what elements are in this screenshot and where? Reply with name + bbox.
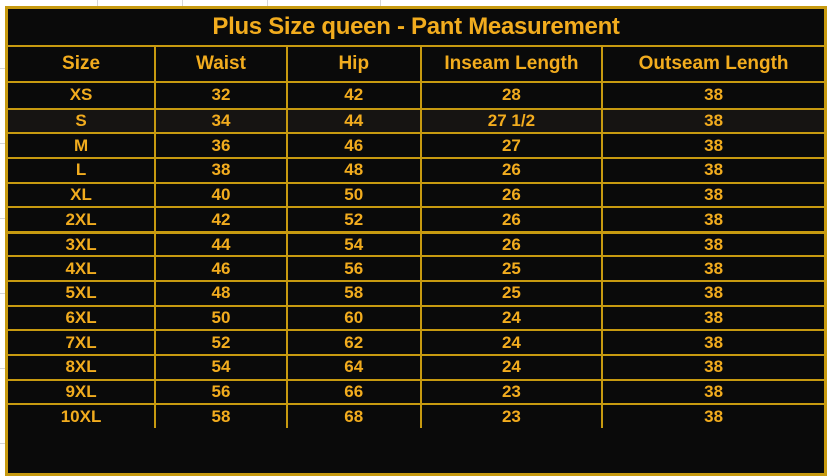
value-cell: 26 — [420, 184, 602, 207]
value-cell: 26 — [420, 234, 602, 256]
table-row-3xl — [8, 231, 824, 256]
size-cell: XL — [70, 184, 92, 204]
table-body — [8, 83, 824, 428]
table-row-5xl — [8, 280, 824, 305]
size-cell: S — [75, 110, 87, 130]
value-cell: 42 — [154, 208, 286, 231]
value-cell: 46 — [286, 134, 420, 157]
table-row-10xl — [8, 403, 824, 428]
value-cell: 27 — [420, 134, 602, 157]
value-cell: 38 — [601, 184, 824, 207]
value-cell: 64 — [286, 356, 420, 379]
value-cell: 56 — [154, 381, 286, 404]
value-cell: 24 — [420, 356, 602, 379]
value-cell: 23 — [420, 405, 602, 428]
table-row-xl — [8, 182, 824, 207]
size-cell: 3XL — [65, 234, 97, 254]
value-cell: 66 — [286, 381, 420, 404]
value-cell: 26 — [420, 159, 602, 182]
column-header-inseam-length: Inseam Length — [420, 47, 602, 81]
value-cell: 68 — [286, 405, 420, 428]
table-row-m — [8, 132, 824, 157]
size-cell: 9XL — [65, 382, 97, 401]
table-row-8xl — [8, 354, 824, 379]
value-cell: 52 — [286, 208, 420, 231]
value-cell: 38 — [601, 234, 824, 256]
value-cell: 24 — [420, 331, 602, 354]
value-cell: 48 — [286, 159, 420, 182]
pant-measurement-table — [5, 6, 827, 476]
value-cell: 27 1/2 — [420, 110, 602, 133]
table-row-s — [8, 108, 824, 133]
value-cell: 58 — [154, 405, 286, 428]
value-cell: 38 — [601, 282, 824, 305]
value-cell: 34 — [154, 110, 286, 133]
size-cell: 6XL — [65, 308, 97, 328]
value-cell: 38 — [601, 405, 824, 428]
value-cell: 38 — [154, 159, 286, 182]
column-header-waist: Waist — [154, 47, 286, 81]
size-cell: 5XL — [65, 283, 97, 303]
table-title: Plus Size queen - Pant Measurement — [8, 9, 824, 47]
value-cell: 38 — [601, 83, 824, 108]
table-row-7xl — [8, 329, 824, 354]
value-cell: 36 — [154, 134, 286, 157]
value-cell: 62 — [286, 331, 420, 354]
value-cell: 32 — [154, 83, 286, 108]
value-cell: 56 — [286, 257, 420, 280]
size-cell: 4XL — [65, 258, 97, 278]
value-cell: 38 — [601, 134, 824, 157]
table-header-row — [8, 47, 824, 83]
size-cell: 2XL — [65, 209, 97, 229]
value-cell: 38 — [601, 331, 824, 354]
value-cell: 44 — [286, 110, 420, 133]
table-row-l — [8, 157, 824, 182]
value-cell: 48 — [154, 282, 286, 305]
value-cell: 25 — [420, 282, 602, 305]
value-cell: 46 — [154, 257, 286, 280]
column-header-size: Size — [62, 53, 101, 74]
table-row-6xl — [8, 305, 824, 330]
value-cell: 52 — [154, 331, 286, 354]
value-cell: 50 — [154, 307, 286, 330]
value-cell: 54 — [154, 356, 286, 379]
value-cell: 38 — [601, 208, 824, 231]
value-cell: 60 — [286, 307, 420, 330]
table-row-xs — [8, 83, 824, 108]
size-cell: L — [75, 160, 87, 180]
value-cell: 38 — [601, 307, 824, 330]
size-cell: 10XL — [60, 406, 102, 426]
value-cell: 40 — [154, 184, 286, 207]
table-row-9xl — [8, 379, 824, 404]
value-cell: 26 — [420, 208, 602, 231]
size-cell: M — [73, 135, 89, 155]
value-cell: 58 — [286, 282, 420, 305]
value-cell: 38 — [601, 381, 824, 404]
value-cell: 38 — [601, 257, 824, 280]
value-cell: 42 — [286, 83, 420, 108]
table-row-2xl — [8, 206, 824, 231]
column-header-outseam-length: Outseam Length — [601, 47, 824, 81]
column-header-hip: Hip — [286, 47, 420, 81]
value-cell: 54 — [286, 234, 420, 256]
value-cell: 38 — [601, 356, 824, 379]
value-cell: 23 — [420, 381, 602, 404]
value-cell: 44 — [154, 234, 286, 256]
size-cell: 7XL — [65, 332, 97, 352]
value-cell: 50 — [286, 184, 420, 207]
value-cell: 38 — [601, 110, 824, 133]
table-row-4xl — [8, 255, 824, 280]
value-cell: 38 — [601, 159, 824, 182]
value-cell: 25 — [420, 257, 602, 280]
value-cell: 24 — [420, 307, 602, 330]
value-cell: 28 — [420, 83, 602, 108]
size-cell: 8XL — [65, 357, 97, 377]
size-cell: XS — [69, 85, 93, 105]
